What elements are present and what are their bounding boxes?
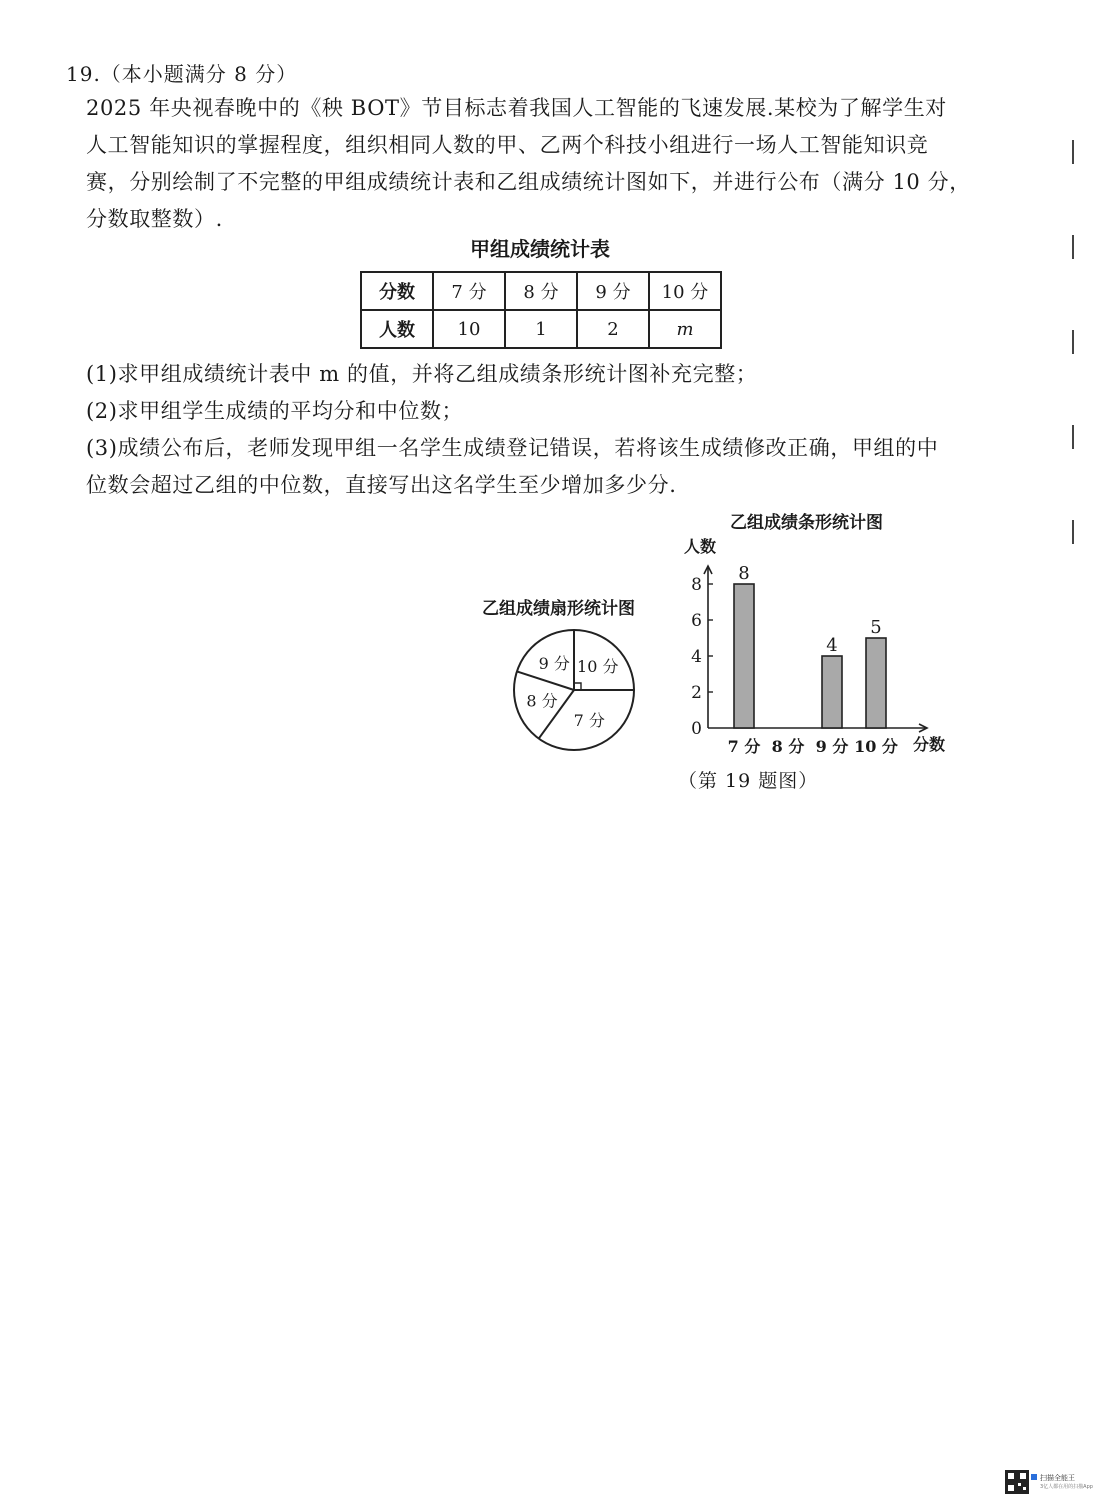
pie-slice-label: 10 分 [577, 657, 619, 677]
sub-question: (1)求甲组成绩统计表中 m 的值，并将乙组成绩条形统计图补充完整； [86, 362, 758, 386]
scanner-slogan: 3亿人都在用的扫描App [1040, 1484, 1093, 1490]
table-cell: m [649, 310, 721, 348]
group-a-score-table [360, 271, 722, 349]
y-tick-label: 2 [691, 683, 702, 703]
bar-value-label: 8 [738, 563, 750, 584]
binding-mark [1072, 140, 1074, 164]
x-axis-label: 分数 [913, 735, 946, 754]
pie-slice-label: 9 分 [538, 653, 570, 673]
bar [866, 638, 886, 728]
table-header-cell: 分数 [361, 272, 433, 310]
bar [734, 584, 754, 728]
table-cell: 10 分 [649, 272, 721, 310]
binding-mark [1072, 330, 1074, 354]
right-angle-marker [574, 683, 581, 690]
sub-question: 位数会超过乙组的中位数，直接写出这名学生至少增加多少分. [86, 473, 677, 497]
table-row-counts [361, 310, 721, 348]
binding-mark [1072, 425, 1074, 449]
intro-line: 分数取整数）. [86, 207, 223, 231]
table-cell: 8 分 [505, 272, 577, 310]
y-tick-label: 0 [691, 719, 702, 739]
x-tick-label: 7 分 [727, 737, 761, 756]
pie-chart-title: 乙组成绩扇形统计图 [482, 599, 635, 619]
sub-question: (3)成绩公布后，老师发现甲组一名学生成绩登记错误，若将该生成绩修改正确，甲组的中 [86, 436, 939, 460]
binding-mark [1072, 235, 1074, 259]
bar-chart-title: 乙组成绩条形统计图 [730, 513, 883, 533]
binding-mark [1072, 520, 1074, 544]
y-tick-label: 4 [691, 647, 702, 667]
table-header-cell: 人数 [361, 310, 433, 348]
bar-value-label: 4 [826, 635, 838, 656]
table-row-scores [361, 272, 721, 310]
y-tick-label: 8 [691, 575, 702, 595]
scanner-label [1040, 1473, 1093, 1490]
bar-chart [672, 537, 952, 760]
table-cell: 7 分 [433, 272, 505, 310]
intro-line: 人工智能知识的掌握程度，组织相同人数的甲、乙两个科技小组进行一场人工智能知识竞 [86, 133, 929, 157]
sub-question: (2)求甲组学生成绩的平均分和中位数； [86, 399, 464, 423]
bar [822, 656, 842, 728]
pie-chart [504, 620, 644, 760]
table-cell: 2 [577, 310, 649, 348]
question-header: 19.（本小题满分 8 分） [66, 62, 298, 86]
table-cell: 9 分 [577, 272, 649, 310]
table-cell: 10 [433, 310, 505, 348]
scanner-app-name: 扫描全能王 [1040, 1474, 1075, 1482]
intro-line: 2025 年央视春晚中的《秧 BOT》节目标志着我国人工智能的飞速发展.某校为了解学生对 [86, 96, 947, 120]
intro-line: 赛，分别绘制了不完整的甲组成绩统计表和乙组成绩统计图如下，并进行公布（满分 10 分， [86, 170, 971, 194]
x-tick-label: 10 分 [854, 737, 898, 756]
qr-code-icon [1005, 1470, 1037, 1494]
pie-slice-label: 8 分 [526, 691, 558, 711]
y-tick-label: 6 [691, 611, 702, 631]
question-intro [86, 90, 991, 238]
y-axis-label: 人数 [684, 537, 717, 556]
pie-slice-edge [517, 671, 574, 690]
x-tick-label: 8 分 [771, 737, 805, 756]
table-title: 甲组成绩统计表 [470, 237, 610, 261]
pie-slice-label: 7 分 [573, 710, 605, 730]
table-cell: 1 [505, 310, 577, 348]
bar-value-label: 5 [870, 617, 882, 638]
figure-caption: （第 19 题图） [678, 770, 819, 792]
sub-questions [86, 356, 991, 504]
x-tick-label: 9 分 [815, 737, 849, 756]
